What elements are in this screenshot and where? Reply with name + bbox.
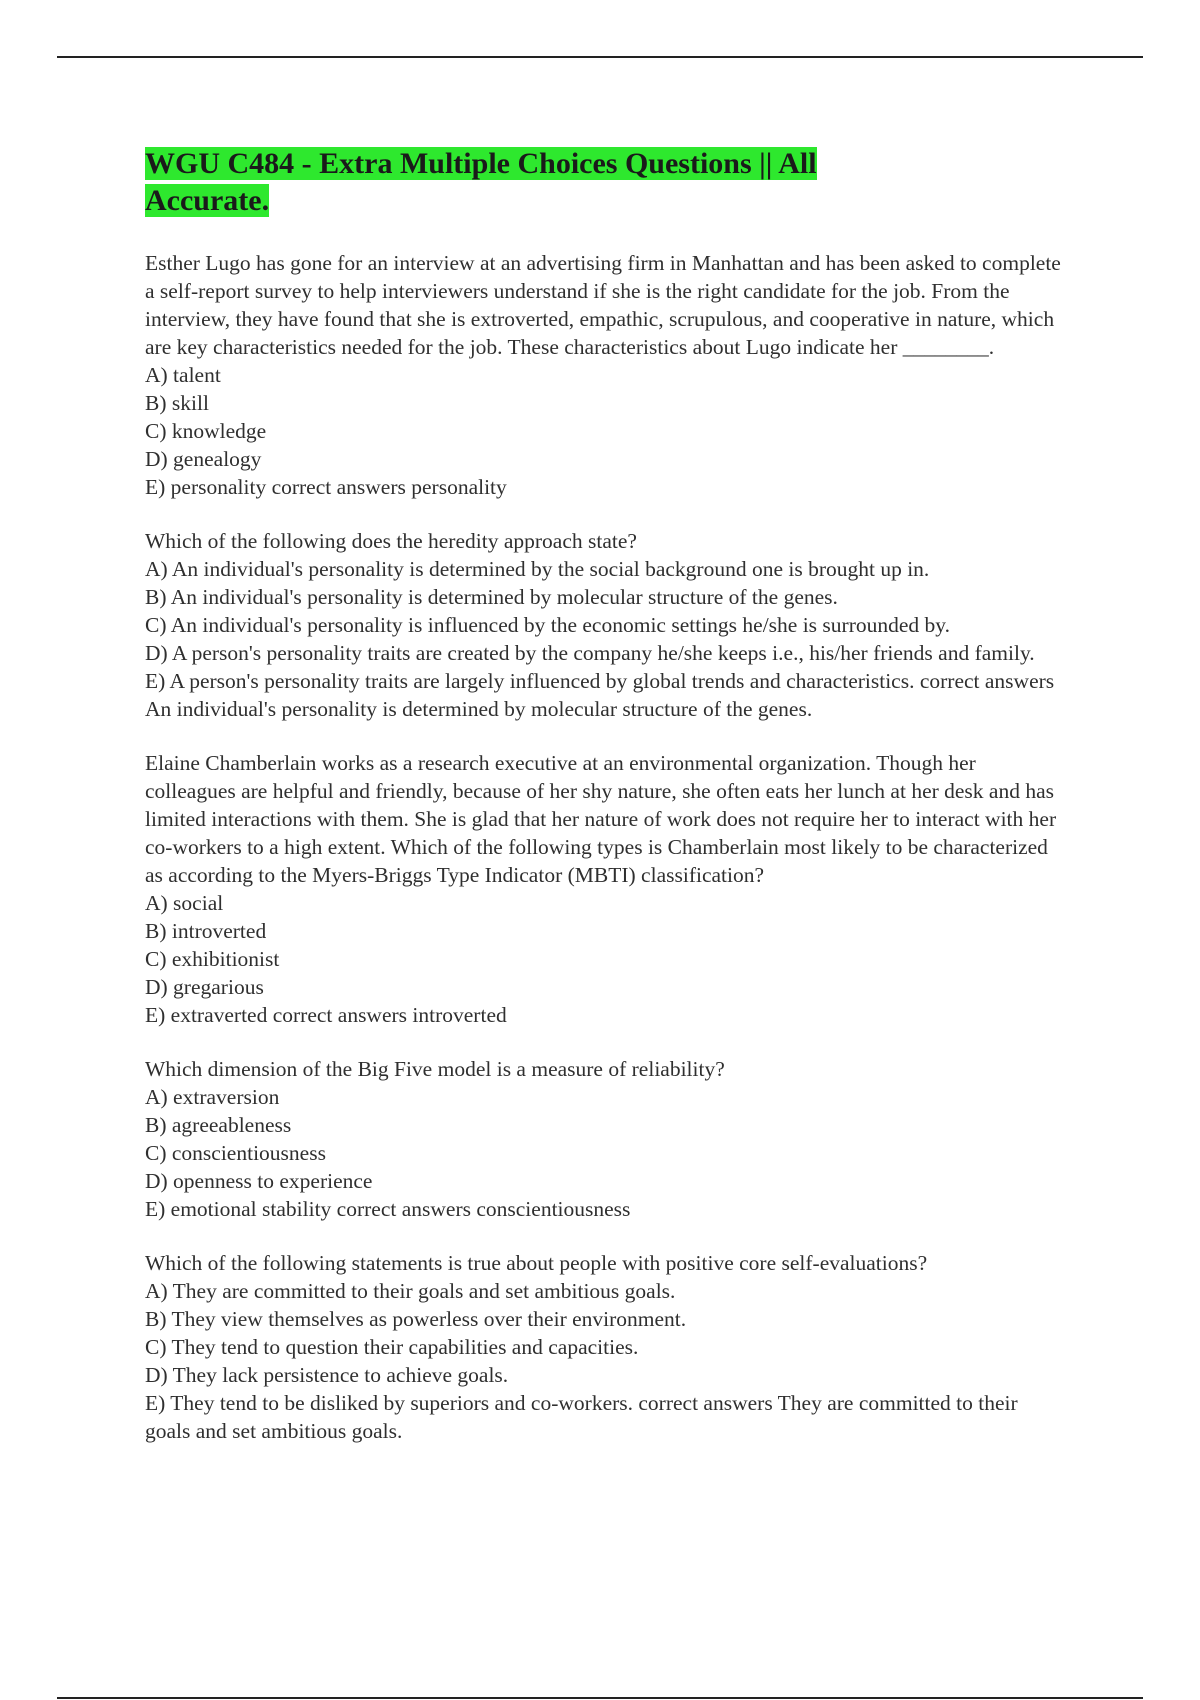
top-rule	[57, 56, 1143, 58]
option-b: B) introverted	[145, 919, 267, 943]
option-e: E) A person's personality traits are largely influenced by global trends and characteristics. correct answers An individual's personality is determined by molecular structure of the genes.	[145, 669, 1055, 721]
question-text: Which of the following does the heredity approach state?	[145, 529, 637, 553]
document-title	[145, 145, 875, 219]
option-e: E) personality correct answers personality	[145, 475, 507, 499]
option-b: B) skill	[145, 391, 209, 415]
option-b: B) agreeableness	[145, 1113, 292, 1137]
option-d: D) genealogy	[145, 447, 262, 471]
option-a: A) talent	[145, 363, 221, 387]
question-3	[145, 749, 1065, 1029]
question-text: Which of the following statements is true about people with positive core self-evaluations?	[145, 1251, 928, 1275]
option-a: A) extraversion	[145, 1085, 280, 1109]
question-text: Which dimension of the Big Five model is a measure of reliability?	[145, 1057, 725, 1081]
option-d: D) gregarious	[145, 975, 264, 999]
option-d: D) openness to experience	[145, 1169, 373, 1193]
option-c: C) An individual's personality is influenced by the economic settings he/she is surrounded by.	[145, 613, 951, 637]
option-e: E) They tend to be disliked by superiors and co-workers. correct answers They are committed to their goals and set ambitious goals.	[145, 1391, 1018, 1443]
question-5	[145, 1249, 1065, 1445]
option-c: C) They tend to question their capabilities and capacities.	[145, 1335, 639, 1359]
question-text: Elaine Chamberlain works as a research executive at an environmental organization. Though her colleagues are helpful and friendly, because of her shy nature, she often eats her lunch at her desk and has limited interactions with them. She is glad that her nature of work does not require her to interact with her co-workers to a high extent. Which of the following types is Chamberlain most likely to be characterized as according to the Myers-Briggs Type Indicator (MBTI) classification?	[145, 751, 1057, 887]
option-d: D) They lack persistence to achieve goals.	[145, 1363, 509, 1387]
option-c: C) knowledge	[145, 419, 267, 443]
option-e: E) extraverted correct answers introverted	[145, 1003, 507, 1027]
option-d: D) A person's personality traits are created by the company he/she keeps i.e., his/her friends and family.	[145, 641, 1035, 665]
question-4	[145, 1055, 1065, 1223]
question-1	[145, 249, 1065, 501]
question-2	[145, 527, 1065, 723]
bottom-rule	[57, 1697, 1143, 1699]
question-text: Esther Lugo has gone for an interview at an advertising firm in Manhattan and has been asked to complete a self-report survey to help interviewers understand if she is the right candidate for the job. From the interview, they have found that she is extroverted, empathic, scrupulous, and cooperative in nature, which are key characteristics needed for the job. These characteristics about Lugo indicate her ________.	[145, 251, 1061, 359]
option-c: C) exhibitionist	[145, 947, 280, 971]
option-a: A) social	[145, 891, 224, 915]
option-b: B) An individual's personality is determined by molecular structure of the genes.	[145, 585, 838, 609]
option-b: B) They view themselves as powerless over their environment.	[145, 1307, 687, 1331]
option-a: A) An individual's personality is determined by the social background one is brought up in.	[145, 557, 930, 581]
title-highlight: WGU C484 - Extra Multiple Choices Questions || All Accurate.	[145, 147, 817, 217]
option-c: C) conscientiousness	[145, 1141, 326, 1165]
document-body	[145, 145, 1065, 1471]
option-a: A) They are committed to their goals and set ambitious goals.	[145, 1279, 676, 1303]
option-e: E) emotional stability correct answers conscientiousness	[145, 1197, 631, 1221]
